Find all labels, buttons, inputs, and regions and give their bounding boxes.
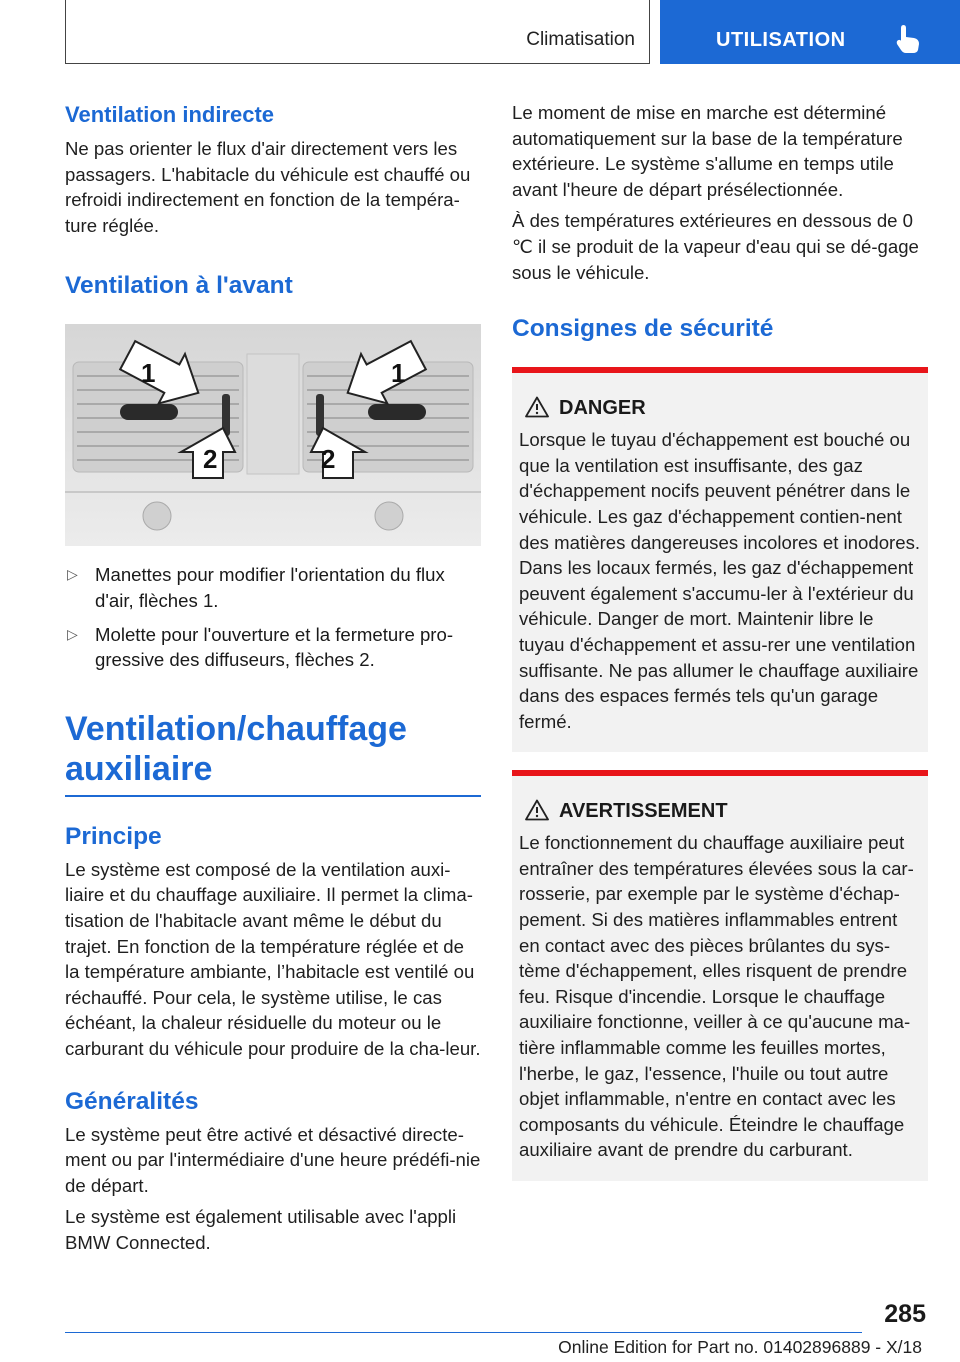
triangle-bullet-icon: ▷ [67,566,78,583]
general-heading: Généralités [65,1087,199,1115]
front-ventilation-heading: Ventilation à l'avant [65,272,293,300]
figure-label-arrow-2-left: 2 [203,444,218,475]
safety-heading: Consignes de sécurité [512,315,774,343]
left-column [65,100,481,1255]
warning-triangle-icon [525,799,549,821]
figure-label-arrow-1-right: 1 [391,358,406,389]
list-item-text: Molette pour l'ouverture et la fermeture pro-gressive des diffuseurs, flèches 2. [95,623,454,671]
danger-text: Lorsque le tuyau d'échappement est bouché ou que la ventilation est insuffisante, des gaz d'échappement nocifs peuvent pénétrer dans le véhicule. Les gaz d'échappement contien-nent des matières dangereuses incolores et inodores. Dans les locaux fermés, les gaz d'échappement peuvent également s'accumu-ler à l'extérieur du véhicule. Danger de mort. Maintenir libre le tuyau d'échappement et assu-rer une ventilation suffisante. Ne pas allumer le chauffage auxiliaire dans des espaces fermés tels qu'un garage fermé. [519,429,921,732]
list-item [65,622,481,673]
indirect-ventilation-text: Ne pas orienter le flux d'air directement vers les passagers. L'habitacle du véhicule est chauffé ou refroidi indirectement en fonction de la tempéra-ture réglée. [65,138,471,236]
page-number: 285 [884,1300,926,1328]
general-text-1: Le système peut être activé et désactivé directe-ment ou par l'intermédiaire d'une heure prédéfi-nie de départ. [65,1123,481,1196]
figure-label-arrow-2-right: 2 [321,444,336,475]
front-vents-figure [65,324,481,546]
triangle-bullet-icon: ▷ [67,625,78,642]
aux-heading-line-2: auxiliaire [65,749,213,788]
warning-triangle-icon [525,396,549,418]
warning-box [512,770,928,1181]
general-text-2: Le système est également utilisable avec l'appli BMW Connected. [65,1206,457,1253]
principle-heading: Principe [65,822,162,850]
vapour-text: À des températures extérieures en dessous de 0 ℃ il se produit de la vapeur d'eau qui se dé-gage sous le véhicule. [512,210,919,283]
start-time-text: Le moment de mise en marche est déterminé automatiquement sur la base de la température extérieure. Le système s'allume en temps utile avant l'heure de départ présélectionnée. [512,102,903,200]
edition-text: Online Edition for Part no. 01402896889 - X/18 [558,1337,922,1357]
danger-box [512,367,928,752]
heading-rule [65,795,481,797]
warning-text: Le fonctionnement du chauffage auxiliaire peut entraîner des températures élevées sous la car-rosserie, par exemple par le système d'échap-pement. Si des matières inflammables entrent en contact avec des pièces brûlantes du sys-tème d'échappement, elles risquent de prendre feu. Risque d'incendie. Lorsque le chauffage auxiliaire fonctionne, veiller à ce qu'aucune ma-tière inflammable comme les feuilles mortes, l'herbe, le gaz, l'essence, l'huile ou tout autre objet inflammable, n'entre en contact avec les composants du véhicule. Éteindre le chauffage auxiliaire avant de prendre du carburant. [519,832,914,1161]
aux-heading-line-1: Ventilation/chauffage [65,709,407,748]
header-frame [65,0,650,64]
pointing-hand-icon [894,24,922,54]
right-column [512,100,928,1181]
indirect-ventilation-heading: Ventilation indirecte [65,102,275,127]
danger-label: DANGER [559,397,646,420]
warning-label: AVERTISSEMENT [559,800,728,823]
list-item [65,562,481,613]
dashboard-vents-illustration [65,324,481,546]
section-title: Climatisation [526,29,635,50]
list-item-text: Manettes pour modifier l'orientation du flux d'air, flèches 1. [95,564,445,611]
footer-rule [65,1332,862,1333]
chapter-title: UTILISATION [716,29,846,51]
chapter-tab[interactable] [660,0,960,64]
figure-label-arrow-1-left: 1 [141,358,156,389]
principle-text: Le système est composé de la ventilation auxi-liaire et du chauffage auxiliaire. Il permet la clima-tisation de l'habitacle avant même le début du trajet. En fonction de la température réglée et de la température ambiante, l’habitacle est ventilé ou réchauffé. Pour cela, le système utilise, le cas échéant, la chaleur résiduelle du moteur ou le carburant du véhicule pour produire de la cha-leur. [65,858,481,1059]
aux-chapter-heading [65,709,481,789]
